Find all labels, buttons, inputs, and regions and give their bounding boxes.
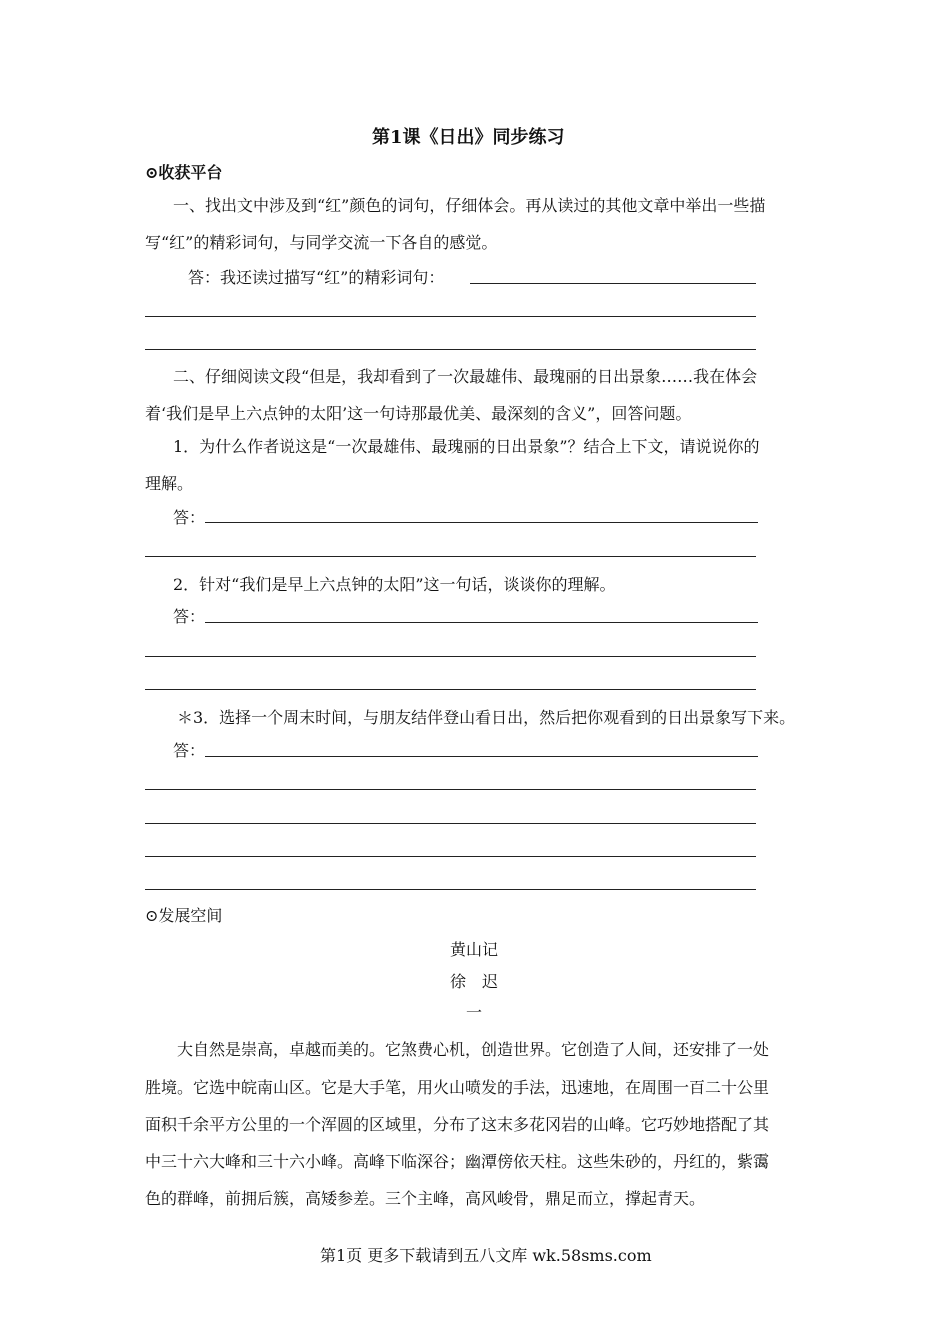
answer-line[interactable] xyxy=(145,823,756,824)
answer-line[interactable] xyxy=(470,283,756,284)
question-2-line-1: 二、仔细阅读文段“但是，我却看到了一次最雄伟、最瑰丽的日出景象……我在体会 xyxy=(173,367,758,386)
question-2-1-line-2: 理解。 xyxy=(145,474,194,493)
paragraph-line: 中三十六大峰和三十六小峰。高峰下临深谷；幽潭傍依天柱。这些朱砂的，丹红的，紫霭 xyxy=(145,1152,770,1171)
answer-label: 答： xyxy=(173,741,206,760)
question-1-line-1: 一、找出文中涉及到“红”颜色的词句，仔细体会。再从读过的其他文章中举出一些描 xyxy=(173,196,766,215)
question-2-2: 2．针对“我们是早上六点钟的太阳”这一句话，谈谈你的理解。 xyxy=(173,575,616,594)
answer-line[interactable] xyxy=(145,349,756,350)
question-2-1-line-1: 1．为什么作者说这是“一次最雄伟、最瑰丽的日出景象”？结合上下文，请说说你的 xyxy=(173,437,760,456)
answer-line[interactable] xyxy=(205,622,758,623)
paragraph-line: 色的群峰，前拥后簇，高矮参差。三个主峰，高风峻骨，鼎足而立，撑起青天。 xyxy=(145,1189,706,1208)
article-title: 黄山记 xyxy=(450,940,499,959)
answer-label: 答： xyxy=(173,508,206,527)
article-author: 徐 迟 xyxy=(450,972,499,991)
section-heading-harvest: ⊙收获平台 xyxy=(145,163,223,182)
section-heading-development: ⊙发展空间 xyxy=(145,906,223,925)
answer-line[interactable] xyxy=(145,689,756,690)
paragraph-line: 大自然是崇高，卓越而美的。它煞费心机，创造世界。它创造了人间，还安排了一处 xyxy=(177,1040,770,1059)
answer-line[interactable] xyxy=(145,656,756,657)
question-1-line-2: 写“红”的精彩词句，与同学交流一下各自的感觉。 xyxy=(145,233,498,252)
paragraph-line: 胜境。它选中皖南山区。它是大手笔，用火山喷发的手法，迅速地，在周围一百二十公里 xyxy=(145,1078,770,1097)
paragraph-line: 面积千余平方公里的一个浑圆的区域里，分布了这末多花冈岩的山峰。它巧妙地搭配了其 xyxy=(145,1115,770,1134)
answer-line[interactable] xyxy=(145,889,756,890)
question-2-3: ＊3．选择一个周末时间，与朋友结伴登山看日出，然后把你观看到的日出景象写下来。 xyxy=(177,708,796,727)
answer-label: 答： xyxy=(173,607,206,626)
answer-line[interactable] xyxy=(145,316,756,317)
question-1-answer-label: 答：我还读过描写“红”的精彩词句： xyxy=(188,268,445,287)
page-title: 第1课《日出》同步练习 xyxy=(372,127,565,148)
answer-line[interactable] xyxy=(205,756,758,757)
answer-line[interactable] xyxy=(145,556,756,557)
page-footer: 第1页 更多下载请到五八文库 wk.58sms.com xyxy=(320,1246,652,1265)
answer-line[interactable] xyxy=(205,522,758,523)
answer-line[interactable] xyxy=(145,856,756,857)
article-part-number: 一 xyxy=(466,1003,483,1022)
question-2-line-2: 着‘我们是早上六点钟的太阳’这一句诗那最优美、最深刻的含义”，回答问题。 xyxy=(145,404,692,423)
answer-line[interactable] xyxy=(145,789,756,790)
